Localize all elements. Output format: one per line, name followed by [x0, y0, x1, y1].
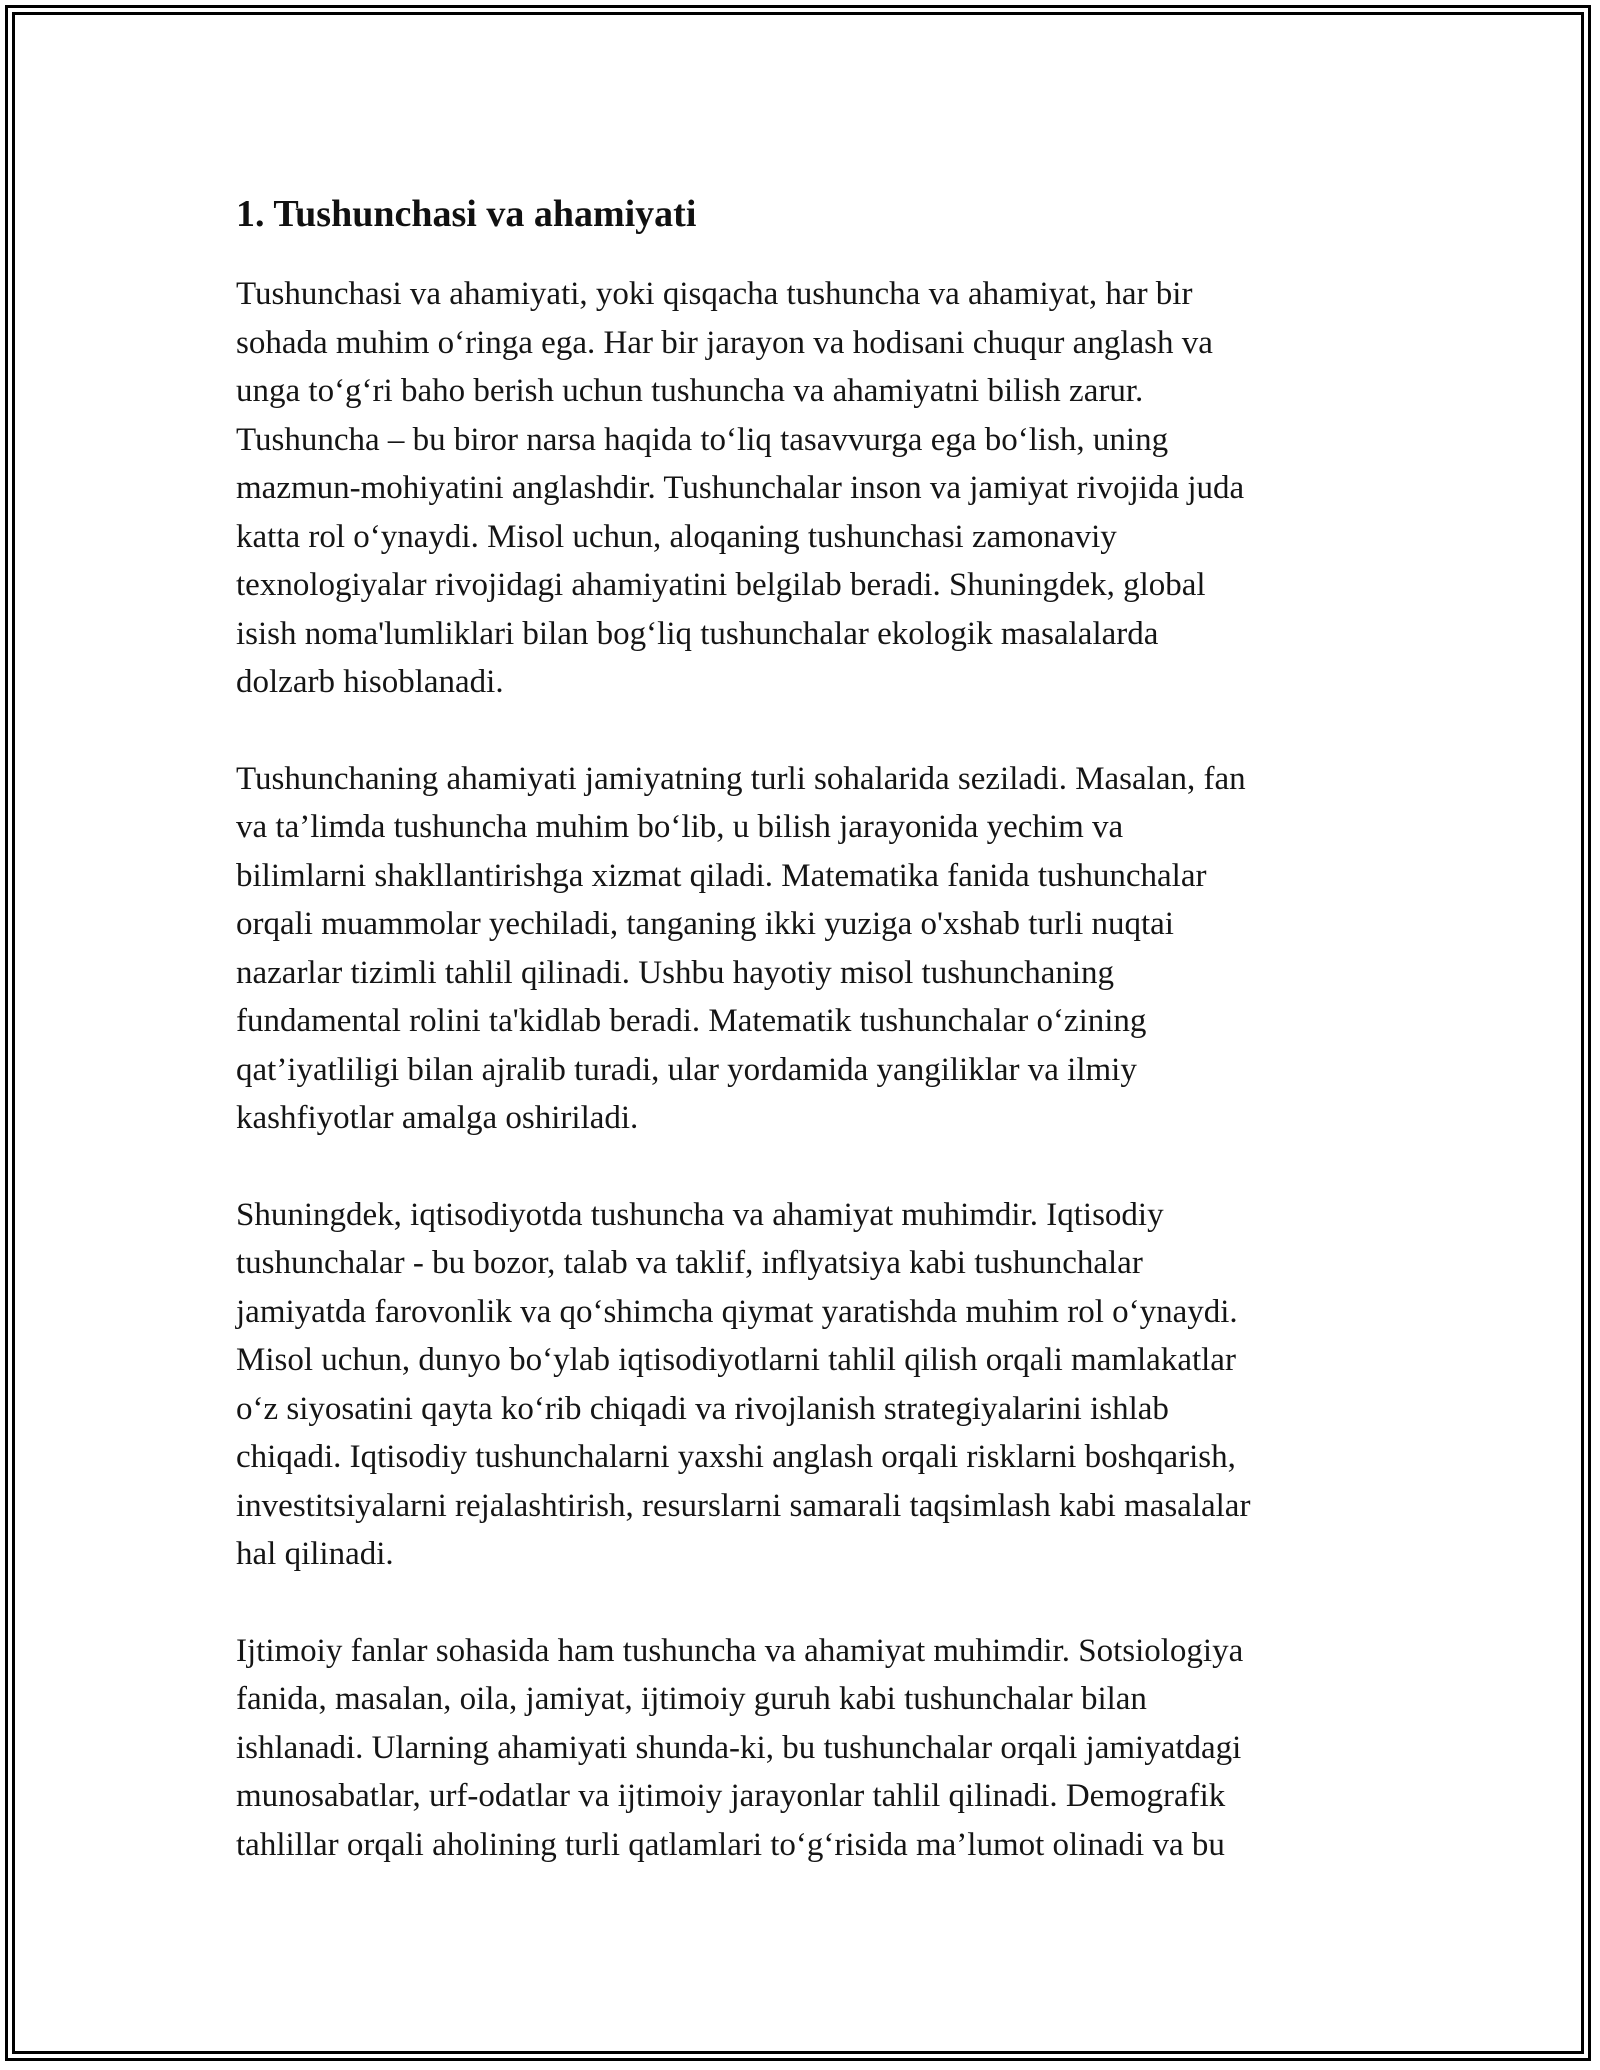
text-line: qat’iyatliligi bilan ajralib turadi, ular yordamida yangiliklar va ilmiy: [236, 1051, 1137, 1088]
text-line: katta rol o‘ynaydi. Misol uchun, aloqaning tushunchasi zamonaviy: [236, 518, 1117, 555]
text-line: Tushunchasi va ahamiyati, yoki qisqacha tushuncha va ahamiyat, har bir: [236, 276, 1193, 312]
text-line: nazarlar tizimli tahlil qilinadi. Ushbu hayotiy misol tushunchaning: [236, 954, 1115, 991]
text-line: Shuningdek, iqtisodiyotda tushuncha va ahamiyat muhimdir. Iqtisodiy: [236, 1196, 1164, 1233]
text-line: mazmun-mohiyatini anglashdir. Tushunchalar inson va jamiyat rivojida juda: [236, 470, 1245, 506]
text-line: isish noma'lumliklari bilan bog‘liq tushunchalar ekologik masalalarda: [236, 615, 1159, 652]
text-line: munosabatlar, urf-odatlar va ijtimoiy jarayonlar tahlil qilinadi. Demografik: [236, 1778, 1226, 1814]
text-line: ishlanadi. Ularning ahamiyati shunda-ki, bu tushunchalar orqali jamiyatdagi: [236, 1729, 1242, 1766]
text-line: kashfiyotlar amalga oshiriladi.: [236, 1100, 639, 1136]
text-line: texnologiyalar rivojidagi ahamiyatini belgilab beradi. Shuningdek, global: [236, 567, 1206, 603]
text-line: sohada muhim o‘ringa ega. Har bir jarayon va hodisani chuqur anglash va: [236, 324, 1213, 361]
section-heading: 1. Tushunchasi va ahamiyati: [236, 193, 697, 235]
paragraph-2: [236, 755, 1376, 1143]
text-line: unga to‘g‘ri baho berish uchun tushuncha va ahamiyatni bilish zarur.: [236, 373, 1144, 409]
text-line: o‘z siyosatini qayta ko‘rib chiqadi va rivojlanish strategiyalarini ishlab: [236, 1390, 1169, 1427]
text-line: tahlillar orqali aholining turli qatlamlari to‘g‘risida ma’lumot olinadi va bu: [236, 1826, 1225, 1863]
text-line: bilimlarni shakllantirishga xizmat qiladi. Matematika fanida tushunchalar: [236, 857, 1207, 894]
text-line: fanida, masalan, oila, jamiyat, ijtimoiy guruh kabi tushunchalar bilan: [236, 1681, 1147, 1717]
text-line: Ijtimoiy fanlar sohasida ham tushuncha va ahamiyat muhimdir. Sotsiologiya: [236, 1632, 1244, 1669]
paragraph-1: [236, 270, 1376, 707]
text-line: Tushuncha – bu biror narsa haqida to‘liq tasavvurga ega bo‘lish, uning: [236, 421, 1169, 458]
text-line: fundamental rolini ta'kidlab beradi. Matematik tushunchalar o‘zining: [236, 1003, 1147, 1039]
text-line: Misol uchun, dunyo bo‘ylab iqtisodiyotlarni tahlil qilish orqali mamlakatlar: [236, 1342, 1236, 1378]
text-line: chiqadi. Iqtisodiy tushunchalarni yaxshi anglash orqali risklarni boshqarish,: [236, 1439, 1236, 1475]
text-line: jamiyatda farovonlik va qo‘shimcha qiymat yaratishda muhim rol o‘ynaydi.: [236, 1293, 1238, 1330]
text-line: orqali muammolar yechiladi, tanganing ikki yuziga o'xshab turli nuqtai: [236, 906, 1174, 942]
text-line: dolzarb hisoblanadi.: [236, 664, 504, 700]
paragraph-4: [236, 1627, 1376, 1870]
paragraph-3: [236, 1191, 1376, 1579]
text-line: tushunchalar - bu bozor, talab va taklif, inflyatsiya kabi tushunchalar: [236, 1245, 1143, 1281]
text-line: Tushunchaning ahamiyati jamiyatning turli sohalarida seziladi. Masalan, fan: [236, 760, 1246, 797]
text-line: hal qilinadi.: [236, 1536, 394, 1572]
text-line: va ta’limda tushuncha muhim bo‘lib, u bilish jarayonida yechim va: [236, 809, 1124, 845]
document-body: [236, 186, 1376, 1917]
text-line: investitsiyalarni rejalashtirish, resurslarni samarali taqsimlash kabi masalalar: [236, 1487, 1251, 1524]
